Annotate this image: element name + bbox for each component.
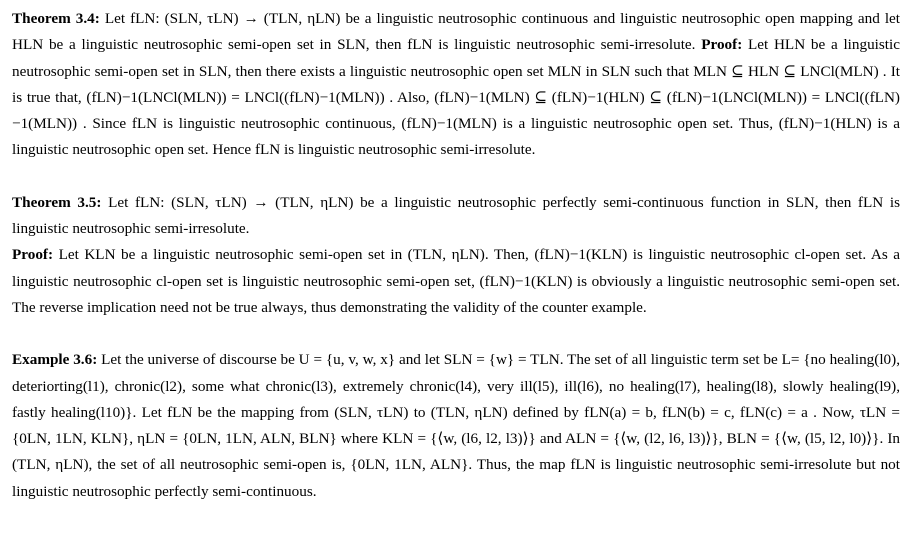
theorem-3-5-body: Let fLN: (SLN, τLN) → (TLN, ηLN) be a linguistic neutrosophic perfectly semi-continuous function in SLN, then fLN is linguistic neutrosophic semi-irresolute. — [12, 193, 900, 238]
theorem-3-4-proof-label: Proof: — [701, 36, 743, 54]
theorem-3-5-label: Theorem 3.5: — [12, 193, 102, 211]
example-3-6-body: Let the universe of discourse be U = {u, v, w, x} and let SLN = {w} = TLN. The set of all linguistic term set be L= {no healing(l0), deteriorting(l1), chronic(l2), some what chronic(l3), extremely chronic(l4), very ill(l5), ill(l6), no healing(l7), healing(l8), slowly healing(l9), fastly healing(l10)}. Let fLN be the mapping from (SLN, τLN) to (TLN, ηLN) defined by fLN(a) = b, fLN(b) = c, fLN(c) = a . Now, τLN = {0LN, 1LN, KLN}, ηLN = {0LN, 1LN, ALN, BLN} where KLN = {⟨w, (l6, l2, l3)⟩} and ALN = {⟨w, (l2, l6, l3)⟩}, BLN = {⟨w, (l5, l2, l0)⟩}. In (TLN, ηLN), the set of all neutrosophic semi-open is, {0LN, 1LN, ALN}. Thus, the map fLN is linguistic neutrosophic semi-irresolute but not linguistic neutrosophic perfectly semi-continuous. — [12, 351, 901, 500]
theorem-3-5-proof-paragraph — [12, 242, 900, 321]
theorem-3-4-proof-body: Let HLN be a linguistic neutrosophic semi-open set in SLN, then there exists a linguistic neutrosophic open set MLN in SLN such that MLN ⊆ HLN ⊆ LNCl(MLN) . It is true that, (fLN)−1(LNCl(MLN)) = LNCl((fLN)−1(MLN)) . Also, (fLN)−1(MLN) ⊆ (fLN)−1(HLN) ⊆ (fLN)−1(LNCl(MLN)) = LNCl((fLN)−1(MLN)) . Since fLN is linguistic neutrosophic continuous, (fLN)−1(MLN) is a linguistic neutrosophic open set. Thus, (fLN)−1(HLN) is a linguistic neutrosophic open set. Hence fLN is linguistic neutrosophic semi-irresolute. — [12, 36, 900, 159]
theorem-3-5-paragraph — [12, 190, 900, 243]
paragraph-gap — [12, 164, 900, 190]
example-3-6-paragraph — [12, 347, 900, 505]
theorem-3-5-proof-body: Let KLN be a linguistic neutrosophic semi-open set in (TLN, ηLN). Then, (fLN)−1(KLN) is linguistic neutrosophic cl-open set. As a linguistic neutrosophic cl-open set is linguistic neutrosophic semi-open set, (fLN)−1(KLN) is obviously a linguistic neutrosophic semi-open set. The reverse implication need not be true always, thus demonstrating the validity of the counter example. — [12, 246, 900, 316]
theorem-3-4-label: Theorem 3.4: — [12, 10, 100, 27]
paragraph-gap — [12, 321, 900, 347]
theorem-3-5-proof-label: Proof: — [12, 246, 54, 264]
theorem-3-4-paragraph — [12, 6, 900, 164]
example-3-6-label: Example 3.6: — [12, 351, 98, 369]
theorem-3-4-body: Let fLN: (SLN, τLN) → (TLN, ηLN) be a linguistic neutrosophic continuous and linguistic neutrosophic open mapping and let HLN be a linguistic neutrosophic semi-open set in SLN, then fLN is linguistic neutrosophic semi-irresolute. — [12, 10, 901, 54]
